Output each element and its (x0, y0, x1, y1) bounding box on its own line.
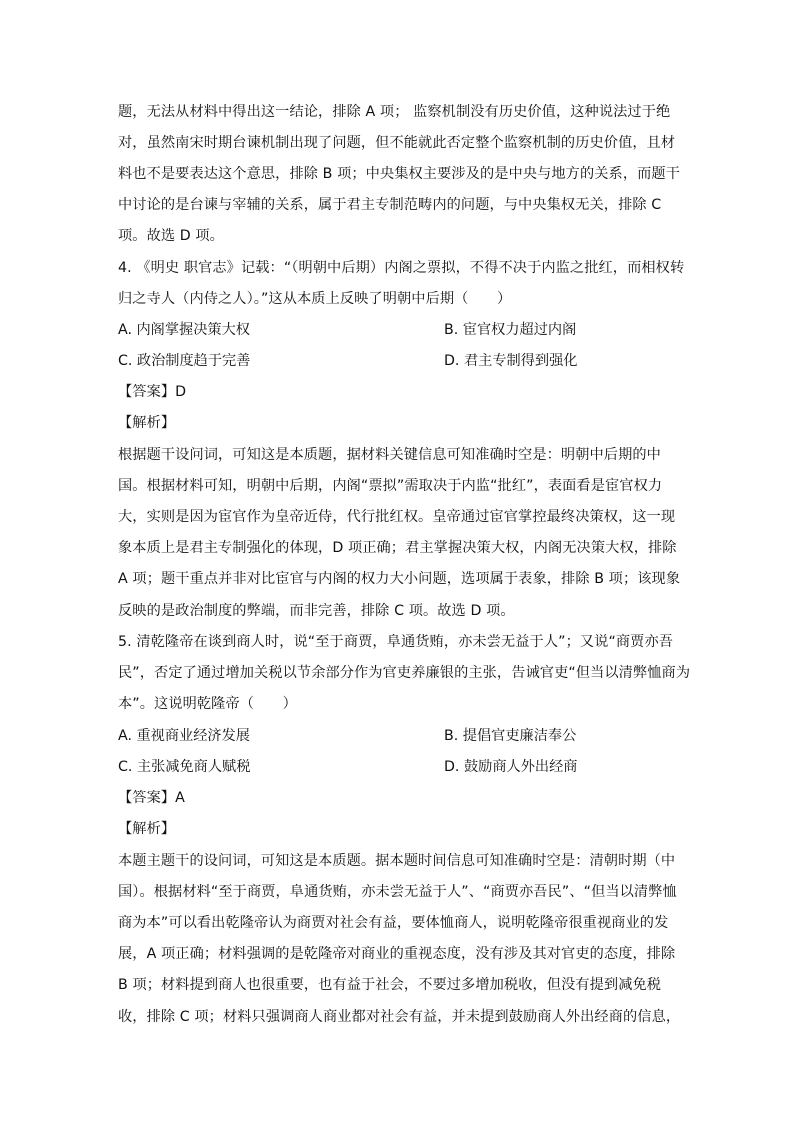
text-line: 中讨论的是台谏与宰辅的关系，属于君主专制范畴内的问题，与中央集权无关，排除 C (118, 197, 662, 213)
question-5-analysis: 商为本”可以看出乾隆帝认为商贾对社会有益，要体恤商人，说明乾隆帝很重视商业的发 (118, 915, 669, 931)
question-4-analysis: 国。根据材料可知，明朝中后期，内阁“票拟”需取决于内监“批红”，表面看是宦官权力 (118, 478, 663, 494)
question-5-analysis: 本题主题干的设问词，可知这是本质题。据本题时间信息可知准确时空是：清朝时期（中 (118, 853, 676, 869)
text-line: 题，无法从材料中得出这一结论，排除 A 项； 监察机制没有历史价值，这种说法过于绝 (118, 104, 671, 120)
question-4-option-c: C. 政治制度趋于完善 (118, 353, 251, 369)
text-line: 项。故选 D 项。 (118, 228, 224, 244)
question-4-option-d: D. 君主专制得到强化 (444, 353, 578, 369)
question-5-analysis: 收，排除 C 项；材料只强调商人商业都对社会有益，并未提到鼓励商人外出经商的信息， (118, 1009, 681, 1025)
question-5-analysis: B 项；材料提到商人也很重要，也有益于社会，不要过多增加税收，但没有提到减免税 (118, 977, 662, 993)
question-4-option-b: B. 宦官权力超过内阁 (444, 322, 577, 338)
text-line: 对，虽然南宋时期台谏机制出现了问题，但不能就此否定整个监察机制的历史价值，且材 (118, 135, 676, 151)
question-5-analysis: 展，A 项正确；材料强调的是乾隆帝对商业的重视态度，没有涉及其对官吏的态度，排除 (118, 946, 676, 962)
question-4-analysis-label: 【解析】 (118, 415, 176, 431)
question-4-analysis: 根据题干设问词，可知这是本质题，据材料关键信息可知准确时空是：明朝中后期的中 (118, 447, 661, 463)
question-4-analysis: A 项；题干重点并非对比宦官与内阁的权力大小问题，选项属于表象，排除 B 项；该现象 (118, 571, 681, 587)
question-5-option-b: B. 提倡官吏廉洁奉公 (444, 728, 577, 744)
question-4-option-a: A. 内阁掌握决策大权 (118, 322, 250, 338)
question-4-answer: 【答案】D (118, 384, 187, 400)
question-5-stem: 民”，否定了通过增加关税以节余部分作为官吏养廉银的主张，告诫官吏“但当以清弊恤商为 (118, 665, 691, 681)
question-4-stem: 4. 《明史 职官志》记载：“（明朝中后期）内阁之票拟，不得不决于内监之批红，而相权转 (118, 260, 685, 276)
text-line: 料也不是要表达这个意思，排除 B 项；中央集权主要涉及的是中央与地方的关系，而题干 (118, 166, 680, 182)
question-5-analysis-label: 【解析】 (118, 821, 176, 837)
question-5-option-a: A. 重视商业经济发展 (118, 728, 250, 744)
question-5-option-d: D. 鼓励商人外出经商 (444, 759, 578, 775)
question-5-stem: 本”。这说明乾隆帝（ ） (118, 696, 297, 712)
question-4-analysis: 大，实则是因为宦官作为皇帝近侍，代行批红权。皇帝通过宦官掌控最终决策权，这一现 (118, 509, 676, 525)
question-4-stem: 归之寺人（内侍之人）。”这从本质上反映了明朝中后期（ ） (118, 291, 512, 307)
question-5-stem: 5. 清乾隆帝在谈到商人时，说“至于商贾，阜通货贿，亦未尝无益于人”；又说“商贾亦吾 (118, 634, 674, 650)
question-5-option-c: C. 主张减免商人赋税 (118, 759, 251, 775)
question-5-answer: 【答案】A (118, 790, 185, 806)
question-5-analysis: 国）。根据材料“至于商贾，阜通货贿，亦未尝无益于人”、“商贾亦吾民”、“但当以清弊恤 (118, 884, 677, 900)
question-4-analysis: 象本质上是君主专制强化的体现，D 项正确；君主掌握决策大权，内阁无决策大权，排除 (118, 540, 677, 556)
question-4-analysis: 反映的是政治制度的弊端，而非完善，排除 C 项。故选 D 项。 (118, 603, 515, 619)
